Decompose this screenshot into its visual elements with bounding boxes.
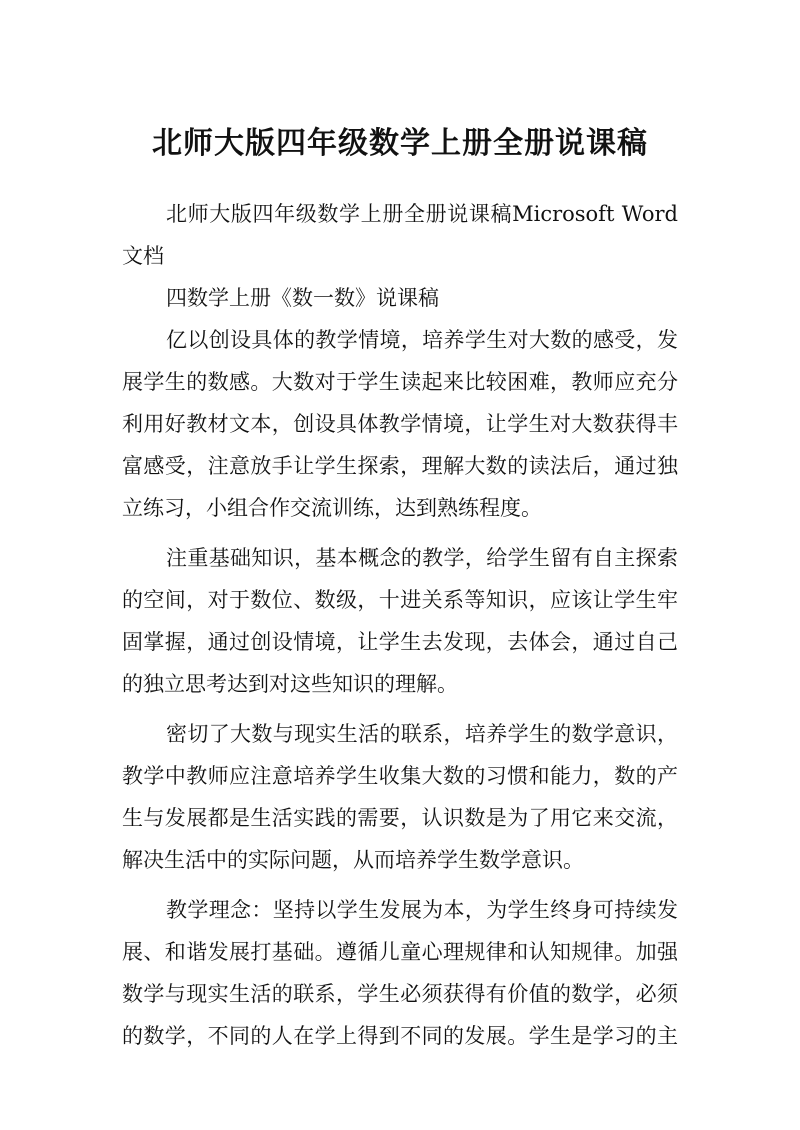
text-line: 亿以创设具体的教学情境，培养学生对大数的感受，发 xyxy=(166,328,678,352)
text-line: 富感受，注意放手让学生探索，理解大数的读法后，通过独 xyxy=(122,454,678,478)
text-line: 固掌握，通过创设情境，让学生去发现，去体会，通过自己 xyxy=(122,630,678,654)
paragraph xyxy=(122,193,678,277)
text-line: 解决生活中的实际问题，从而培养学生数学意识。 xyxy=(122,848,584,872)
text-line: 的独立思考达到对这些知识的理解。 xyxy=(122,672,458,696)
text-line: 文档 xyxy=(122,244,164,268)
text-line: 展学生的数感。大数对于学生读起来比较困难，教师应充分 xyxy=(122,370,678,394)
paragraph xyxy=(122,889,678,1057)
text-line: 北师大版四年级数学上册全册说课稿Microsoft Word xyxy=(166,202,678,226)
paragraph xyxy=(122,319,678,529)
paragraph xyxy=(122,537,678,705)
document-title: 北师大版四年级数学上册全册说课稿 xyxy=(152,126,648,161)
text-line: 密切了大数与现实生活的联系，培养学生的数学意识， xyxy=(166,722,678,746)
text-line: 四数学上册《数一数》说课稿 xyxy=(166,286,439,310)
paragraph xyxy=(122,277,678,319)
text-line: 数学与现实生活的联系，学生必须获得有价值的数学，必须 xyxy=(122,982,678,1006)
text-line: 立练习，小组合作交流训练，达到熟练程度。 xyxy=(122,496,542,520)
paragraph xyxy=(122,713,678,881)
text-line: 注重基础知识，基本概念的教学，给学生留有自主探索 xyxy=(166,546,678,570)
text-line: 生与发展都是生活实践的需要，认识数是为了用它来交流， xyxy=(122,806,678,830)
text-line: 展、和谐发展打基础。遵循儿童心理规律和认知规律。加强 xyxy=(122,940,678,964)
text-line: 的空间，对于数位、数级，十进关系等知识，应该让学生牢 xyxy=(122,588,678,612)
text-line: 教学理念：坚持以学生发展为本，为学生终身可持续发 xyxy=(166,898,678,922)
text-line: 的数学，不同的人在学上得到不同的发展。学生是学习的主 xyxy=(122,1024,678,1048)
document-body xyxy=(122,193,678,1057)
text-line: 利用好教材文本，创设具体教学情境，让学生对大数获得丰 xyxy=(122,412,678,436)
text-line: 教学中教师应注意培养学生收集大数的习惯和能力，数的产 xyxy=(122,764,678,788)
